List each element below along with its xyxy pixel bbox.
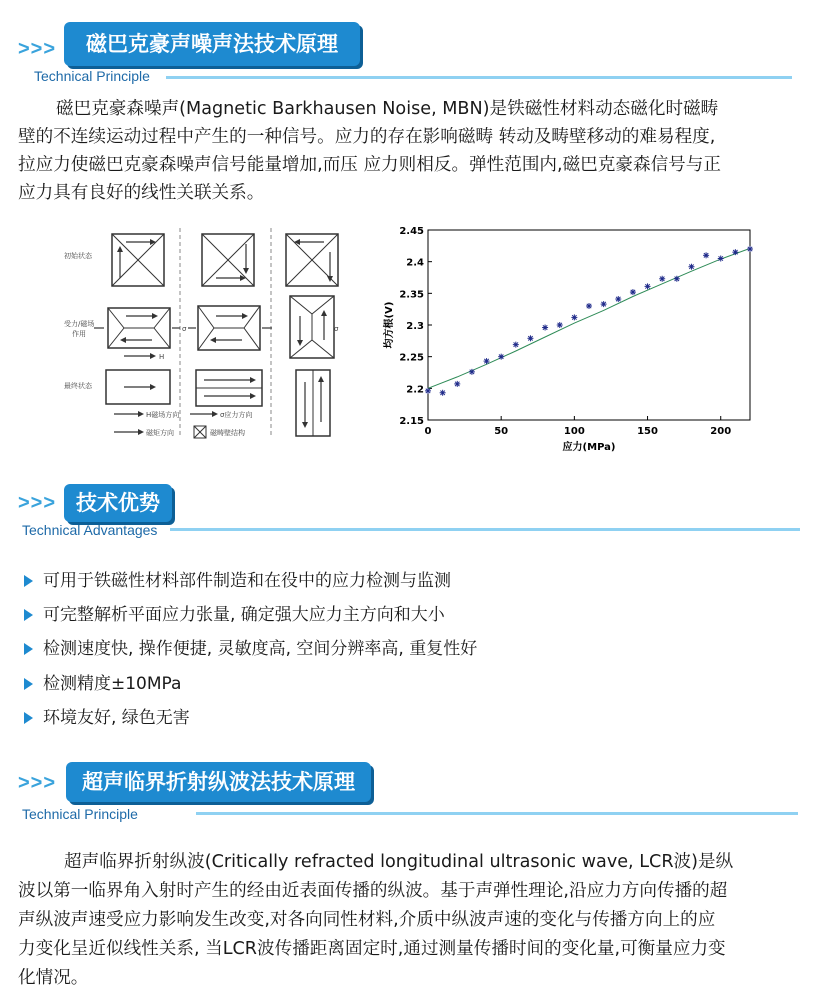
data-point [425,388,431,394]
para-line: 化情况。 [18,968,89,988]
data-point [454,381,460,387]
sigma-label: σ [334,325,339,333]
para-line: 壁的不连续运动过程中产生的一种信号。应力的存在影响磁畴 转动及畴壁移动的难易程度, [18,127,716,147]
y-tick-label: 2.2 [406,384,424,396]
legend-label: σ应力方向 [220,411,253,419]
data-point [571,314,577,320]
bullet-triangle-icon [24,575,33,587]
section-arrows-icon: >>> [18,492,57,514]
x-tick-label: 50 [494,426,509,437]
section-divider [196,812,798,815]
y-tick-label: 2.4 [406,257,424,269]
data-point [498,354,504,360]
data-point [703,252,709,258]
data-point [527,335,533,341]
legend-label: H磁场方向 [146,411,180,419]
data-point [469,369,475,375]
para-line: 超声临界折射纵波(Critically refracted longitudinal ultrasonic wave, LCR波)是纵 [64,852,734,872]
bullet-triangle-icon [24,643,33,655]
x-tick-label: 200 [710,426,732,437]
y-tick-label: 2.25 [399,352,424,364]
section-divider [166,76,792,79]
x-axis-label: 应力(MPa) [562,442,616,453]
data-point [513,342,519,348]
legend-label: 磁畴壁结构 [210,429,245,437]
row-label: 作用 [72,330,86,338]
section-title: 磁巴克豪声噪声法技术原理 [64,22,360,66]
row-label: 受力/磁场 [64,320,95,328]
data-point [732,249,738,255]
row-label: 初始状态 [64,252,92,260]
plot-area [428,230,750,420]
data-point [645,283,651,289]
mbn-paragraph [18,95,808,207]
data-point [440,390,446,396]
data-point [747,246,753,252]
section-subtitle: Technical Principle [34,68,150,84]
section-title: 技术优势 [64,484,172,522]
advantage-item: 可完整解析平面应力张量, 确定强大应力主方向和大小 [24,600,445,625]
para-line: 拉应力使磁巴克豪森噪声信号能量增加,而压 应力则相反。弹性范围内,磁巴克豪森信号与正 [18,155,721,175]
para-line: 波以第一临界角入射时产生的经由近表面传播的纵波。基于声弹性理论,沿应力方向传播的超 [18,881,728,901]
section-subtitle: Technical Principle [22,806,138,822]
para-line: 应力具有良好的线性关联关系。 [18,183,265,203]
y-tick-label: 2.15 [399,416,424,427]
x-tick-label: 100 [563,426,585,437]
bullet-triangle-icon [24,609,33,621]
data-point [659,276,665,282]
y-tick-label: 2.45 [399,226,424,237]
h-label: H [159,353,165,361]
advantage-item: 环境友好, 绿色无害 [24,703,190,728]
legend-label: 磁矩方向 [146,429,174,437]
section-arrows-icon: >>> [18,772,57,794]
magnetic-domain-diagram [64,222,364,444]
data-point [630,289,636,295]
data-point [601,301,607,307]
data-point [586,303,592,309]
para-line: 力变化呈近似线性关系, 当LCR波传播距离固定时,通过测量传播时间的变化量,可衡量应力变 [18,939,726,959]
bullet-triangle-icon [24,712,33,724]
stress-rms-chart [380,220,760,460]
sigma-label: σ [182,325,187,333]
row-label: 最终状态 [64,382,92,390]
data-point [674,276,680,282]
section-subtitle: Technical Advantages [22,522,158,538]
para-line: 磁巴克豪森噪声(Magnetic Barkhausen Noise, MBN)是铁磁性材料动态磁化时磁畴 [56,99,719,119]
data-point [542,325,548,331]
advantage-item: 检测精度±10MPa [24,669,181,694]
bullet-triangle-icon [24,678,33,690]
y-axis-label: 均方根(V) [384,301,395,349]
advantage-item: 检测速度快, 操作便捷, 灵敏度高, 空间分辨率高, 重复性好 [24,634,477,659]
lcr-paragraph [18,848,818,993]
advantage-item: 可用于铁磁性材料部件制造和在役中的应力检测与监测 [24,566,451,591]
section-divider [170,528,800,531]
y-tick-label: 2.35 [399,289,424,301]
x-tick-label: 150 [637,426,658,437]
data-point [688,264,694,270]
y-tick-label: 2.3 [406,321,424,332]
data-point [484,358,490,364]
data-point [557,322,563,328]
section-title: 超声临界折射纵波法技术原理 [66,762,371,802]
data-point [615,296,621,302]
para-line: 声纵波声速受应力影响发生改变,对各向同性材料,介质中纵波声速的变化与传播方向上的应 [18,910,716,930]
section-arrows-icon: >>> [18,38,57,60]
data-point [718,256,724,262]
x-tick-label: 0 [424,426,432,437]
